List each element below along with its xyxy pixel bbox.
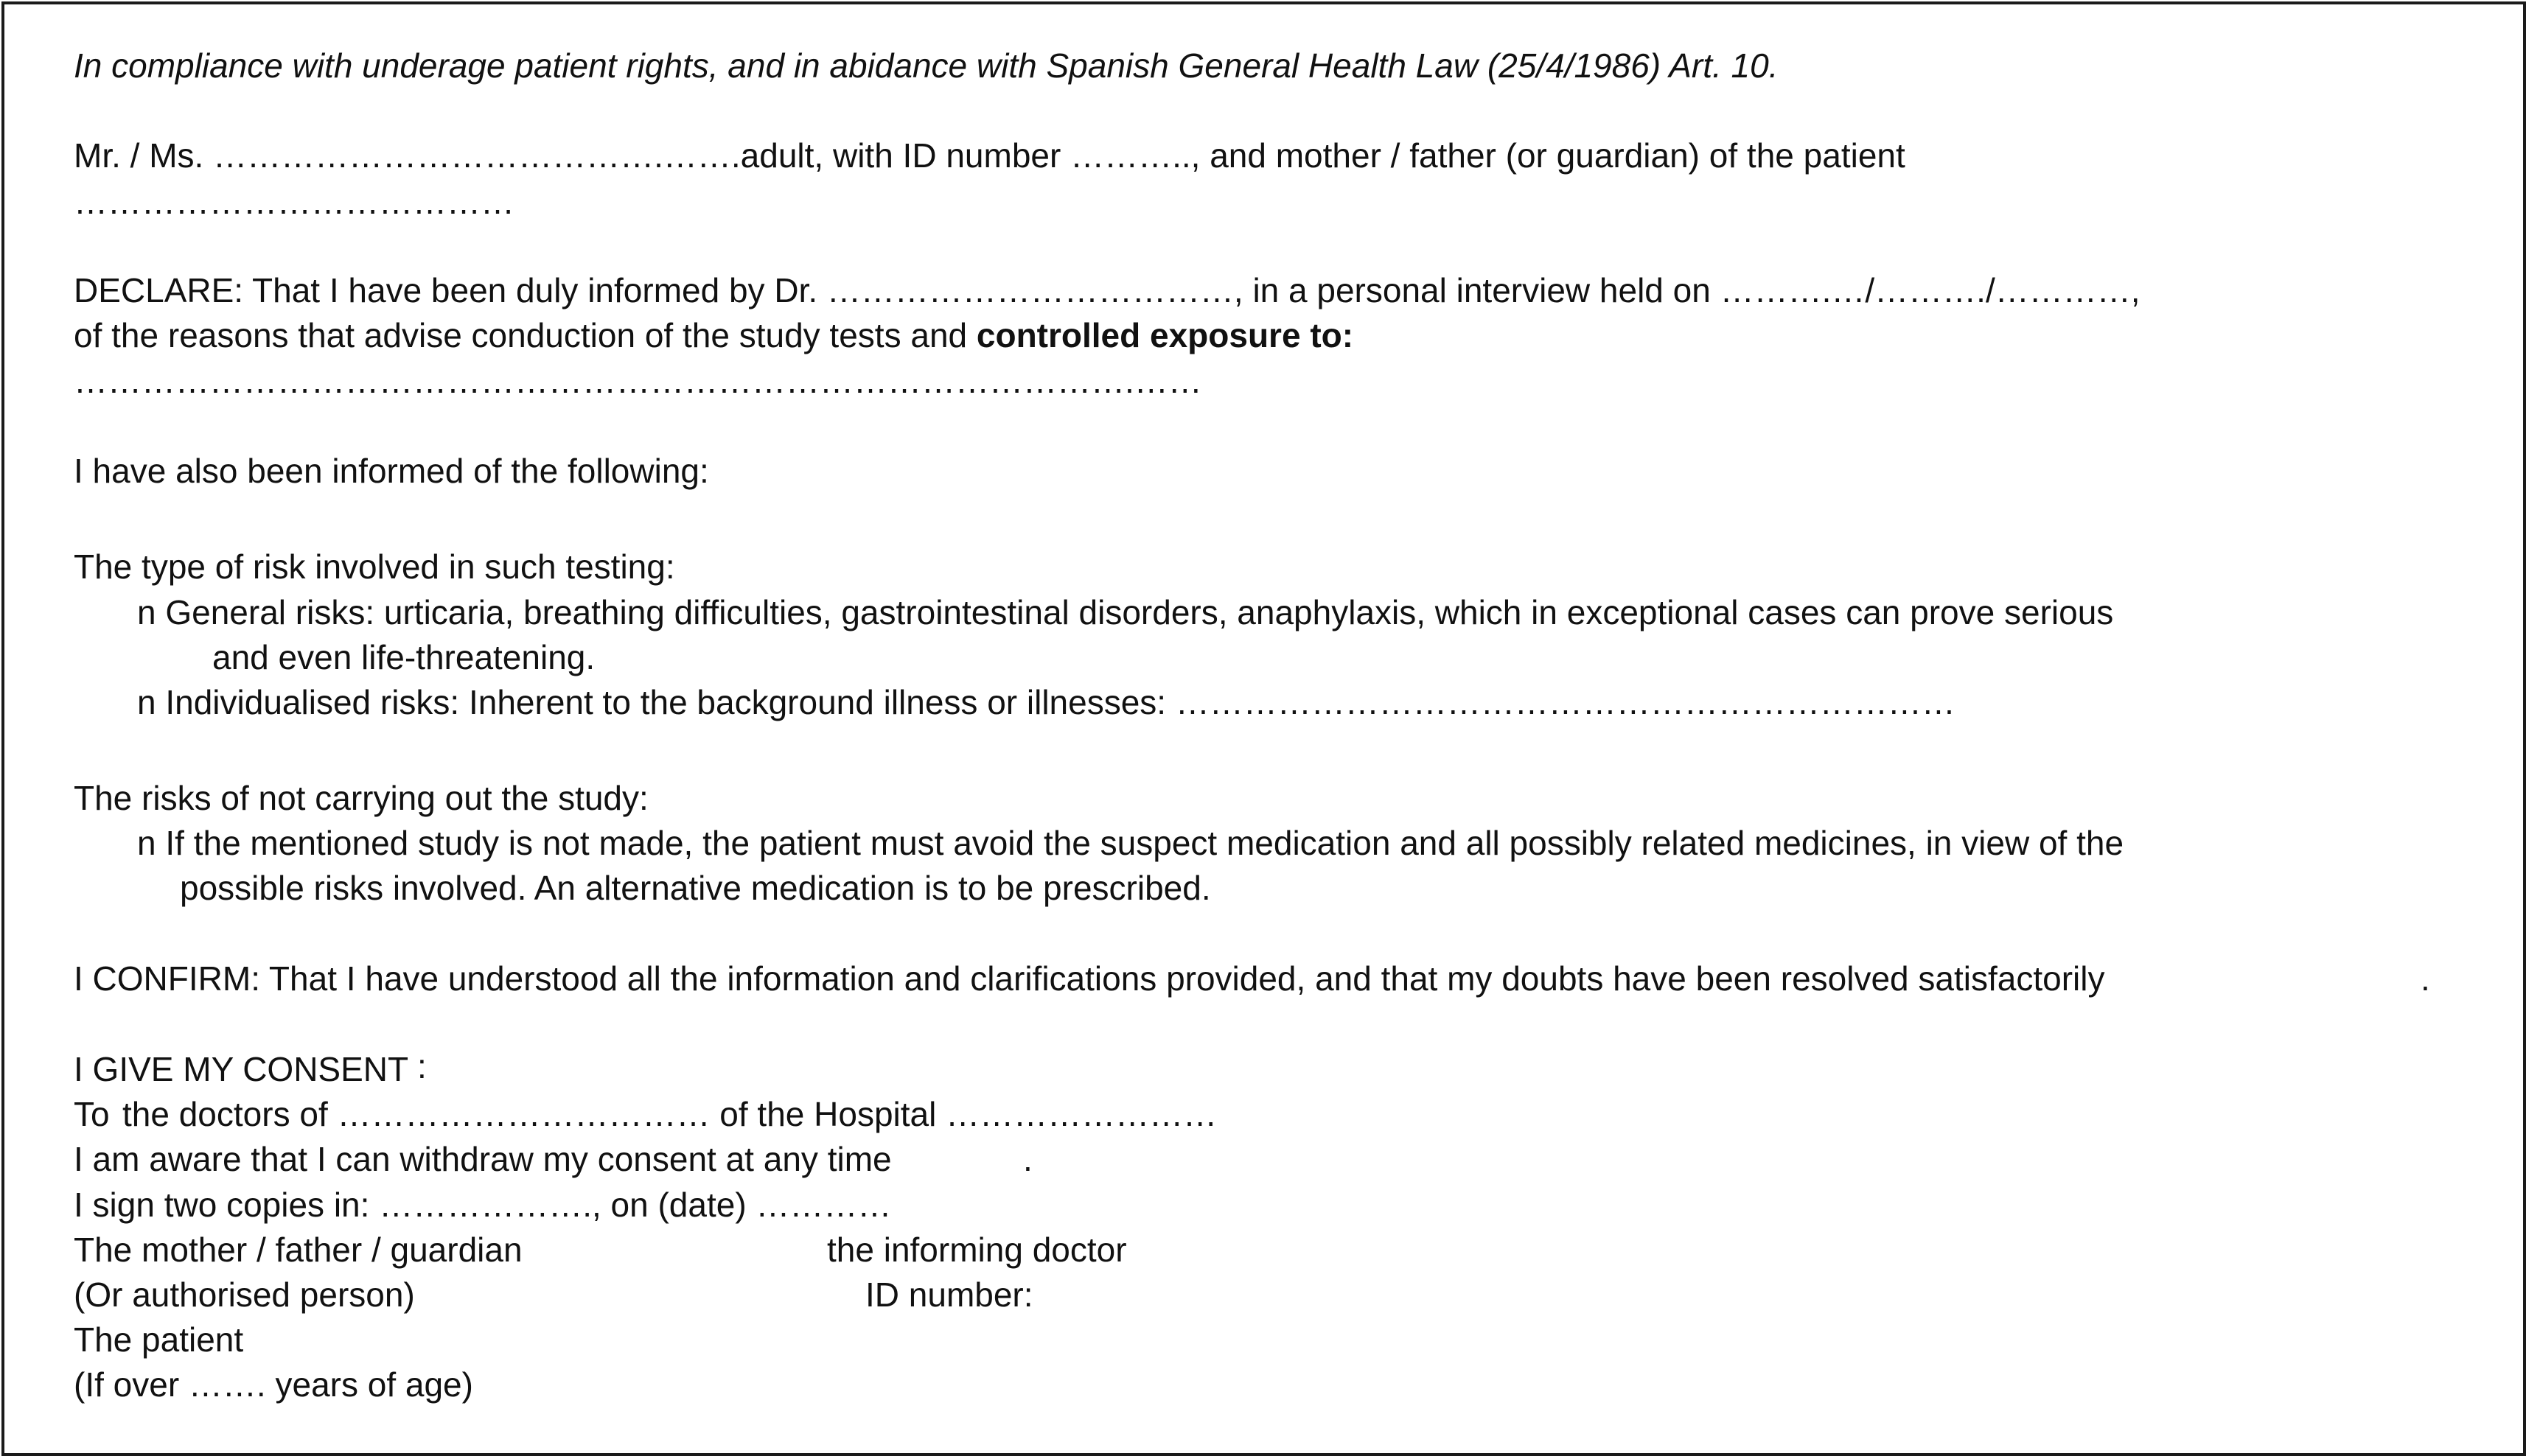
- confirm-period: .: [2421, 959, 2430, 998]
- not-carrying-line-2: possible risks involved. An alternative medication is to be prescribed.: [180, 869, 1211, 907]
- general-risks-line-1: n General risks: urticaria, breathing difficulties, gastrointestinal disorders, anaphylaxis, which in exceptional cases can prove serious: [137, 593, 2114, 631]
- patient-signature-label: The patient: [74, 1320, 244, 1359]
- declare-line-2: [74, 318, 1353, 352]
- informed-intro: I have also been informed of the following:: [74, 452, 709, 490]
- doctor-id-label: ID number:: [865, 1275, 1033, 1314]
- sign-copies-line: I sign two copies in: ………………., on (date) …………: [74, 1186, 892, 1224]
- not-carrying-line-1: n If the mentioned study is not made, the patient must avoid the suspect medication and all possibly related medicines, in view of the: [137, 824, 2124, 862]
- risk-type-heading: The type of risk involved in such testing:: [74, 547, 675, 586]
- declare-line-1: DECLARE: That I have been duly informed by Dr. ………………………………, in a personal interview held on ……….…/………./…………,: [74, 271, 2141, 309]
- not-carrying-heading: The risks of not carrying out the study:: [74, 779, 649, 817]
- guardian-signature-label: The mother / father / guardian: [74, 1231, 523, 1269]
- patient-name-blank: …………………………………: [74, 183, 514, 221]
- declare-line-2-text: of the reasons that advise conduction of the study tests and: [74, 316, 977, 354]
- consent-colon: :: [417, 1047, 427, 1085]
- hospital-doctors-line: the doctors of …………………………… of the Hospital ……………………: [122, 1095, 1218, 1133]
- to-label: To: [74, 1095, 110, 1133]
- withdraw-period: .: [1023, 1140, 1033, 1178]
- individual-risks-line: n Individualised risks: Inherent to the background illness or illnesses: ……………………………………………………………: [137, 683, 1955, 721]
- withdraw-line: I am aware that I can withdraw my consent at any time: [74, 1140, 892, 1178]
- compliance-line: In compliance with underage patient rights, and in abidance with Spanish General Health Law (25/4/1986) Art. 10.: [74, 46, 1779, 85]
- controlled-exposure-label: controlled exposure to:: [976, 316, 1354, 354]
- guardian-identity-line: Mr. / Ms. ………………………………….…….adult, with ID number ……….., and mother / father (or guardian) of the patient: [74, 136, 1905, 175]
- patient-age-label: (If over ……. years of age): [74, 1365, 473, 1404]
- confirm-line: I CONFIRM: That I have understood all the information and clarifications provided, and that my doubts have been resolved satisfactorily: [74, 959, 2105, 998]
- general-risks-line-2: and even life-threatening.: [212, 638, 596, 676]
- authorised-person-label: (Or authorised person): [74, 1275, 415, 1314]
- consent-heading: I GIVE MY CONSENT: [74, 1050, 409, 1088]
- doctor-signature-label: the informing doctor: [827, 1231, 1127, 1269]
- exposure-substance-blank: ………………………………………………………………………………….……: [74, 362, 1202, 400]
